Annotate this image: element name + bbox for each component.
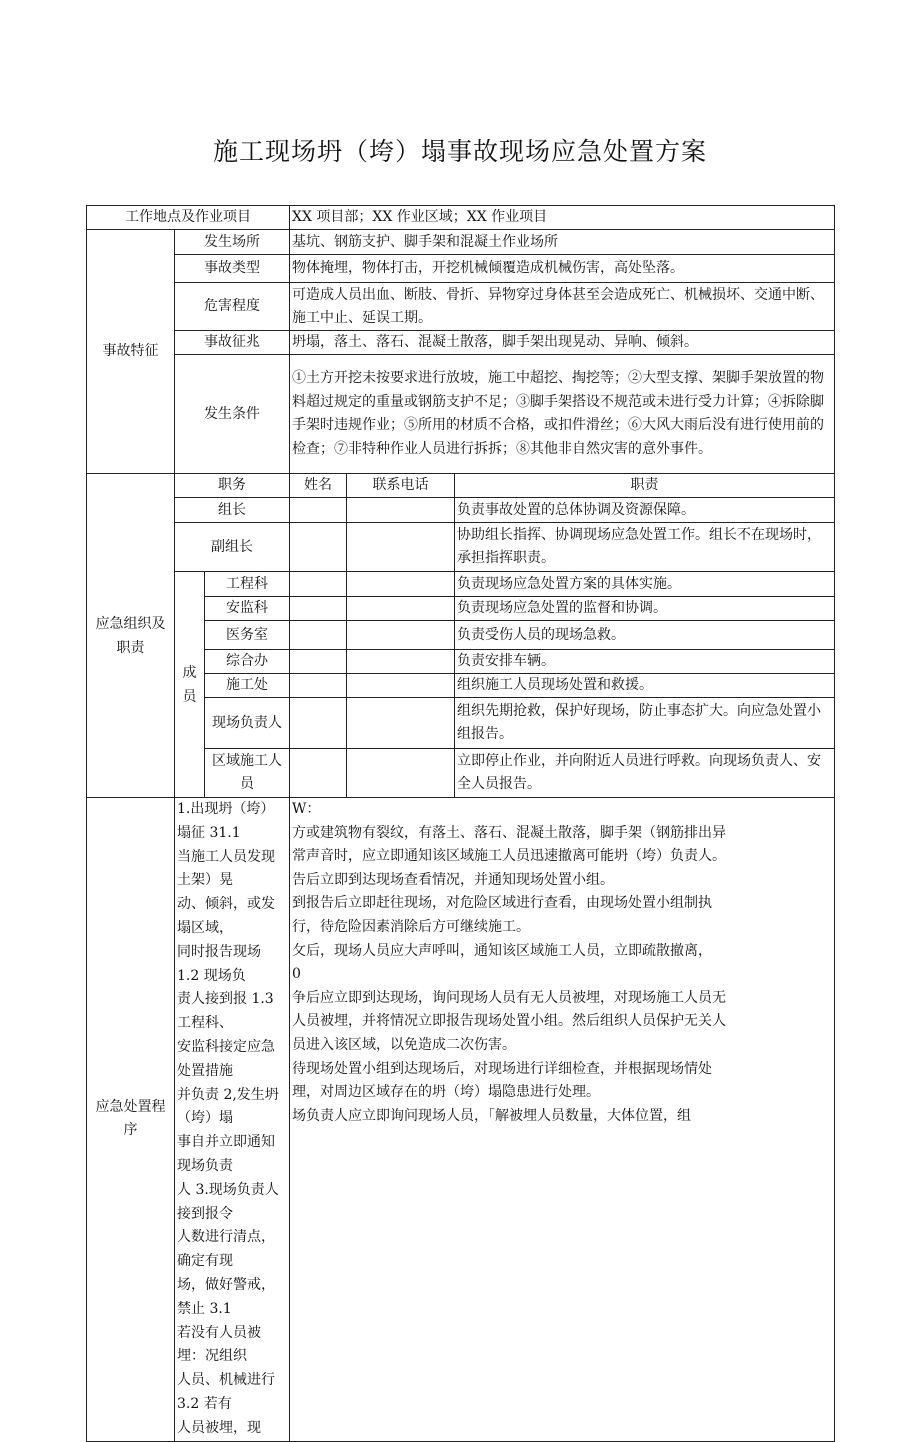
feature-value: 坍塌，落土、落石、混凝土散落，脚手架出现晃动、异响、倾斜。 bbox=[290, 331, 835, 355]
leader-name-cell bbox=[290, 498, 347, 523]
member-row bbox=[87, 572, 835, 597]
members-label bbox=[175, 572, 205, 798]
member-name-cell bbox=[290, 597, 347, 621]
procedure-left-line: 并负责 2,发生坍（垮）塌 bbox=[177, 1086, 279, 1127]
feature-row bbox=[87, 255, 835, 283]
procedure-right-line: 人员被埋，并将情况立即报告现场处置小组。然后组织人员保护无关人 bbox=[292, 1013, 727, 1030]
procedure-right-line: 行，待危险因素消除后方可继续施工。 bbox=[292, 918, 531, 935]
procedure-left-line: 动、倾斜，或发塌区域， bbox=[177, 896, 275, 936]
deputy-role: 副组长 bbox=[175, 523, 290, 572]
feature-label: 危害程度 bbox=[175, 283, 290, 331]
emergency-plan-table bbox=[86, 205, 835, 1442]
feature-value: 可造成人员出血、断肢、骨折、异物穿过身体甚至会造成死亡、机械损坏、交通中断、施工中止、延误工期。 bbox=[290, 283, 835, 331]
role-header: 职务 bbox=[175, 474, 290, 498]
member-phone-cell bbox=[347, 572, 455, 597]
member-name-cell bbox=[290, 621, 347, 650]
procedure-right-line: W： bbox=[292, 801, 321, 817]
member-phone-cell bbox=[347, 749, 455, 798]
procedure-left-line: 责人接到报 1.3 工程科、 bbox=[177, 991, 274, 1032]
procedure-left-line: 人数进行清点，确定有现 bbox=[177, 1229, 275, 1270]
feature-row bbox=[87, 331, 835, 355]
phone-header: 联系电话 bbox=[347, 474, 455, 498]
member-role: 医务室 bbox=[205, 621, 290, 650]
member-name-cell bbox=[290, 698, 347, 749]
procedure-left-text bbox=[175, 798, 290, 1442]
procedure-left-line: 人员、机械进行 3.2 若有 bbox=[177, 1372, 275, 1412]
feature-value: ①土方开挖未按要求进行放坡，施工中超挖、掏挖等；②大型支撑、架脚手架放置的物料超过规定的重量或钢筋支护不足；③脚手架搭设不规范或未进行受力计算；④拆除脚手架时违规作业；⑤所用的材质不合格，或扣件滑丝；⑥大风大雨后没有进行使用前的检查；⑦非特种作业人员进行拆拆；⑧其他非自然灾害的意外事件。 bbox=[290, 355, 835, 474]
feature-value: 物体掩埋，物体打击，开挖机械倾覆造成机械伤害，高处坠落。 bbox=[290, 255, 835, 283]
procedure-left-line: 人员被埋，现 bbox=[177, 1419, 261, 1436]
member-duty: 立即停止作业，并向附近人员进行呼救。向现场负责人、安全人员报告。 bbox=[455, 749, 835, 798]
procedure-row bbox=[87, 798, 835, 1442]
work-site-row bbox=[87, 206, 835, 230]
leader-role: 组长 bbox=[175, 498, 290, 523]
member-phone-cell bbox=[347, 597, 455, 621]
member-duty: 负责安排车辆。 bbox=[455, 650, 835, 674]
feature-row bbox=[87, 355, 835, 474]
procedure-right-text bbox=[290, 798, 835, 1442]
member-duty: 组织先期抢救，保护好现场，防止事态扩大。向应急处置小组报告。 bbox=[455, 698, 835, 749]
procedure-right-line: 方或建筑物有裂纹，有落土、落石、混凝土散落，脚手架（钢筋排出异 bbox=[292, 824, 727, 841]
work-site-label: 工作地点及作业项目 bbox=[87, 206, 290, 230]
features-label: 事故特征 bbox=[87, 230, 175, 474]
procedure-left-line: 安监科接定应急处置措施 bbox=[177, 1038, 275, 1079]
work-site-value: XX 项目部；XX 作业区域；XX 作业项目 bbox=[290, 206, 835, 230]
feature-label: 事故类型 bbox=[175, 255, 290, 283]
leader-phone-cell bbox=[347, 498, 455, 523]
feature-row bbox=[87, 283, 835, 331]
procedure-right-line: 攵后，现场人员应大声呼叫，通知该区域施工人员，立即疏散撤离， bbox=[292, 942, 713, 959]
procedure-right-line: 到报告后立即赶往现场，对危险区域进行查看，由现场处置小组制执 bbox=[292, 895, 713, 912]
member-role: 综合办 bbox=[205, 650, 290, 674]
feature-row bbox=[87, 230, 835, 255]
procedure-right-line: 理，对周边区域存在的坍（垮）塌隐患进行处理。 bbox=[292, 1084, 601, 1101]
procedure-right-line: 待现场处置小组到达现场后，对现场进行详细检查，并根据现场情处 bbox=[292, 1060, 713, 1077]
feature-label: 发生条件 bbox=[175, 355, 290, 474]
feature-value: 基坑、钢筋支护、脚手架和混凝土作业场所 bbox=[290, 230, 835, 255]
procedure-left-line: 同时报告现场 1.2 现场负 bbox=[177, 943, 261, 984]
member-name-cell bbox=[290, 650, 347, 674]
procedure-left-line: 场，做好警戒，禁止 3.1 bbox=[177, 1276, 275, 1317]
member-name-cell bbox=[290, 572, 347, 597]
member-duty: 负责现场应急处置的监督和协调。 bbox=[455, 597, 835, 621]
procedure-left-line: 若没有人员被埋：况组织 bbox=[177, 1324, 261, 1365]
member-phone-cell bbox=[347, 698, 455, 749]
leader-duty: 负责事故处置的总体协调及资源保障。 bbox=[455, 498, 835, 523]
member-name-cell bbox=[290, 674, 347, 698]
page-title: 施工现场坍（垮）塌事故现场应急处置方案 bbox=[212, 137, 707, 166]
name-header: 姓名 bbox=[290, 474, 347, 498]
member-phone-cell bbox=[347, 674, 455, 698]
member-role: 施工处 bbox=[205, 674, 290, 698]
procedure-right-line: 员进入该区域，以免造成二次伤害。 bbox=[292, 1036, 517, 1053]
deputy-name-cell bbox=[290, 523, 347, 572]
procedure-right-line: 场负责人应立即询问现场人员，「解被埋人员数量，大体位置，组 bbox=[292, 1107, 692, 1124]
org-row bbox=[87, 498, 835, 523]
member-role: 现场负责人 bbox=[205, 698, 290, 749]
procedure-label: 应急处置程序 bbox=[87, 798, 175, 1442]
org-row bbox=[87, 523, 835, 572]
member-name-cell bbox=[290, 749, 347, 798]
deputy-duty: 协助组长指挥、协调现场应急处置工作。组长不在现场时，承担指挥职责。 bbox=[455, 523, 835, 572]
member-duty: 组织施工人员现场处置和救援。 bbox=[455, 674, 835, 698]
procedure-right-line: 告后立即到达现场查看情况，并通知现场处置小组。 bbox=[292, 871, 615, 888]
member-phone-cell bbox=[347, 621, 455, 650]
procedure-right-line: 0 bbox=[292, 966, 301, 983]
feature-label: 发生场所 bbox=[175, 230, 290, 255]
procedure-left-line: 1.出现坍（垮）塌征 31.1 bbox=[177, 801, 275, 841]
procedure-left-line: 当施工人员发现土架）晃 bbox=[177, 848, 275, 889]
members-label-char: 成 bbox=[182, 664, 197, 681]
org-label: 应急组织及职责 bbox=[87, 474, 175, 798]
procedure-left-line: 事自并立即通知现场负责 bbox=[177, 1134, 275, 1174]
procedure-left-line: 人 3.现场负责人接到报令 bbox=[177, 1181, 279, 1222]
duty-header: 职责 bbox=[455, 474, 835, 498]
member-phone-cell bbox=[347, 650, 455, 674]
member-role: 工程科 bbox=[205, 572, 290, 597]
feature-label: 事故征兆 bbox=[175, 331, 290, 355]
deputy-phone-cell bbox=[347, 523, 455, 572]
member-role: 安监科 bbox=[205, 597, 290, 621]
member-role: 区域施工人员 bbox=[205, 749, 290, 798]
org-header-row bbox=[87, 474, 835, 498]
member-duty: 负责现场应急处置方案的具体实施。 bbox=[455, 572, 835, 597]
procedure-right-line: 争后应立即到达现场，询问现场人员有无人员被埋，对现场施工人员无 bbox=[292, 989, 727, 1006]
procedure-right-line: 常声音时，应立即通知该区域施工人员迅速撤离可能坍（垮）负责人。 bbox=[292, 848, 727, 865]
members-label-char: 员 bbox=[182, 688, 197, 705]
member-duty: 负责受伤人员的现场急救。 bbox=[455, 621, 835, 650]
